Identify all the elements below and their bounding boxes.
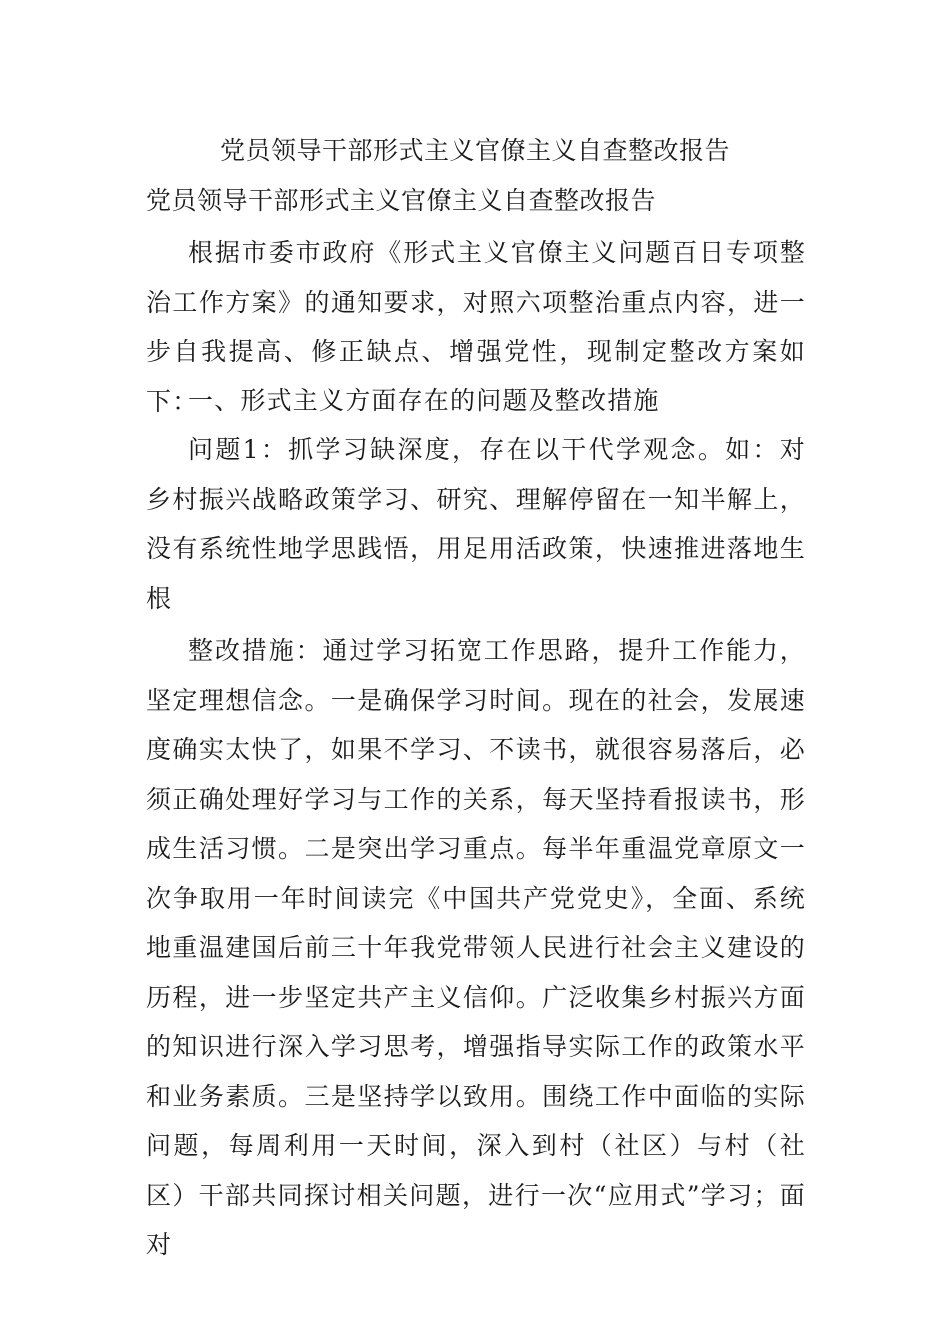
problem-paragraph: 问题1：抓学习缺深度，存在以干代学观念。如：对乡村振兴战略政策学习、研究、理解停留在一知半解上，没有系统性地学思践悟，用足用活政策，快速推进落地生根 [146,435,806,613]
document-title: 党员领导干部形式主义官僚主义自查整改报告 [219,136,730,165]
section-heading: 一、形式主义方面存在的问题及整改措施 [188,386,660,415]
document-subtitle: 党员领导干部形式主义官僚主义自查整改报告 [146,186,657,215]
intro-paragraph: 根据市委市政府《形式主义官僚主义问题百日专项整治工作方案》的通知要求，对照六项整治重点内容，进一步自我提高、修正缺点、增强党性，现制定整改方案如下： [146,238,806,416]
measures-paragraph: 整改措施：通过学习拓宽工作思路，提升工作能力，坚定理想信念。一是确保学习时间。现在的社会，发展速度确实太快了，如果不学习、不读书，就很容易落后，必须正确处理好学习与工作的关系，每天坚持看报读书，形成生活习惯。二是突出学习重点。每半年重温党章原文一次争取用一年时间读完《中国共产党党史》，全面、系统地重温建国后前三十年我党带领人民进行社会主义建设的历程，进一步坚定共产主义信仰。广泛收集乡村振兴方面的知识进行深入学习思考，增强指导实际工作的政策水平和业务素质。三是坚持学以致用。围绕工作中面临的实际问题，每周利用一天时间，深入到村（社区）与村（社区）干部共同探讨相关问题，进行一次“应用式”学习；面对 [146,636,806,1259]
